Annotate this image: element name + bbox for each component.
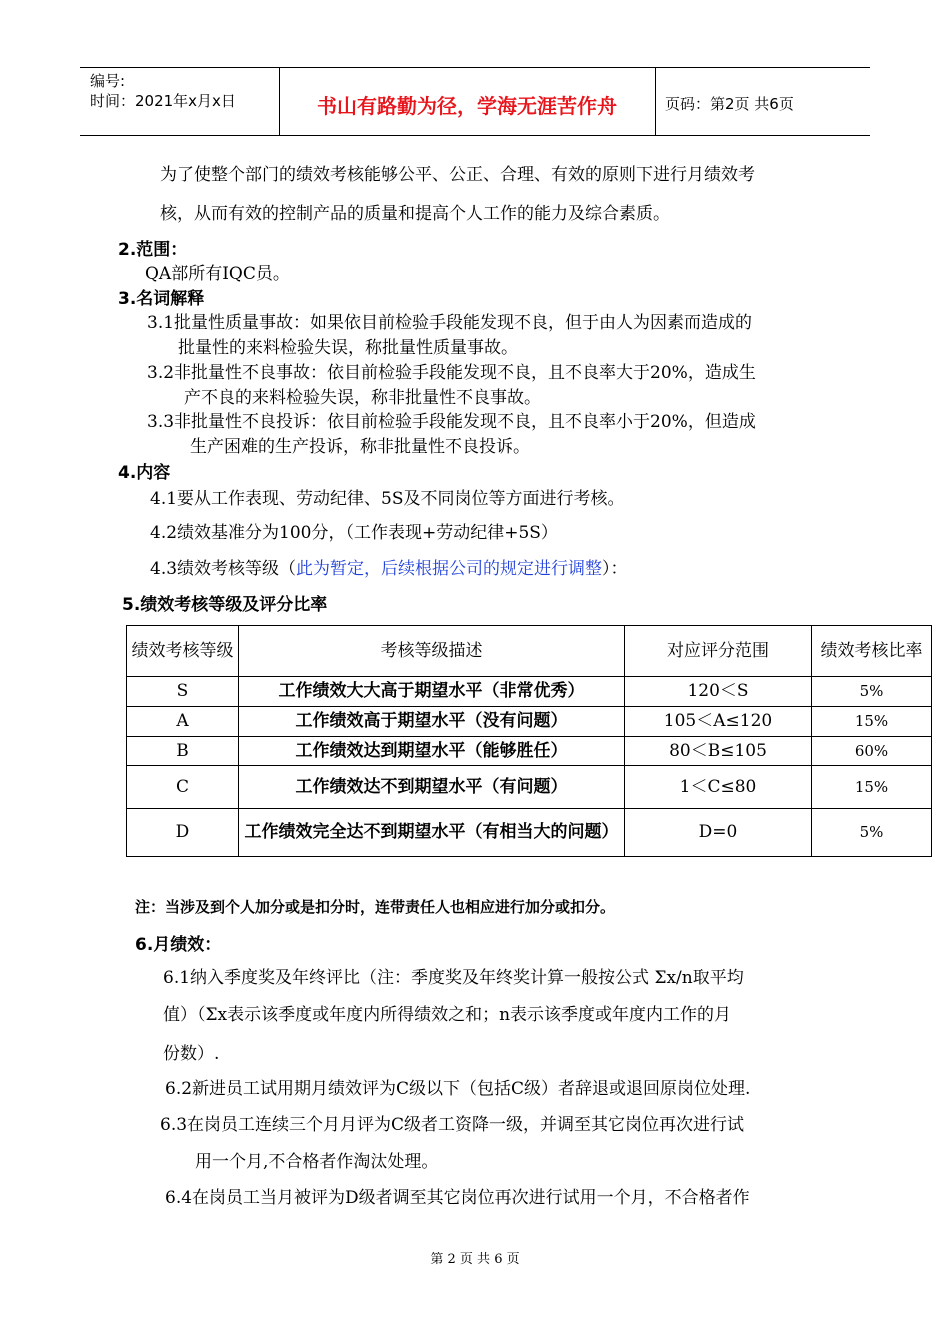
ratio-cell: 15% (812, 707, 932, 737)
header-page-number: 页码：第2页 共6页 (665, 95, 794, 113)
description-cell: 工作绩效大大高于期望水平（非常优秀） (239, 677, 625, 707)
ratio-cell: 5% (812, 809, 932, 857)
section-6-item-1-line-3: 份数）. (163, 1044, 220, 1064)
grade-cell: A (127, 707, 239, 737)
header-number: 编号: (90, 72, 126, 90)
grade-cell: C (127, 766, 239, 809)
header-time: 时间：2021年x月x日 (90, 92, 236, 110)
intro-line-1: 为了使整个部门的绩效考核能够公平、公正、合理、有效的原则下进行月绩效考 (160, 165, 755, 185)
section-3-item-1-line-1: 3.1批量性质量事故：如果依目前检验手段能发现不良，但于由人为因素而造成的 (147, 313, 753, 333)
header-top-rule (80, 67, 870, 68)
section-6-item-1-line-2: 值）（Σx表示该季度或年度内所得绩效之和；n表示该季度或年度内工作的月 (163, 1005, 732, 1025)
section-3-item-1-line-2: 批量性的来料检验失误，称批量性质量事故。 (178, 338, 518, 358)
description-cell: 工作绩效达不到期望水平（有问题） (239, 766, 625, 809)
section-3-heading: 3.名词解释 (118, 289, 205, 309)
ratio-cell: 60% (812, 737, 932, 766)
table-row (127, 809, 932, 857)
page-footer: 第 2 页 共 6 页 (430, 1252, 520, 1267)
table-header-row (127, 626, 932, 677)
section-6-item-3-line-2: 用一个月,不合格者作淘汰处理。 (195, 1152, 439, 1172)
table-header-cell: 对应评分范围 (625, 626, 812, 677)
section-4-item-2: 4.2绩效基准分为100分，（工作表现+劳动纪律+5S） (150, 523, 558, 543)
note-text: 注：当涉及到个人加分或是扣分时，连带责任人也相应进行加分或扣分。 (135, 898, 616, 916)
header-motto: 书山有路勤为径，学海无涯苦作舟 (317, 94, 617, 118)
section-6-item-2: 6.2新进员工试用期月绩效评为C级以下（包括C级）者辞退或退回原岗位处理. (165, 1079, 751, 1099)
section-6-heading: 6.月绩效： (135, 935, 222, 955)
section-4-item-3-prefix: 4.3绩效考核等级（ (150, 559, 297, 579)
table-header-cell: 考核等级描述 (239, 626, 625, 677)
range-cell: 120＜S (625, 677, 812, 707)
section-5-heading: 5.绩效考核等级及评分比率 (122, 595, 328, 615)
section-2-text: QA部所有IQC员。 (145, 264, 290, 284)
grade-table (126, 625, 932, 857)
header-divider-left (279, 67, 280, 135)
section-2-heading: 2.范围： (118, 240, 188, 260)
section-6-item-1-line-1: 6.1纳入季度奖及年终评比（注：季度奖及年终奖计算一般按公式 Σx/n取平均 (163, 968, 744, 988)
table-row (127, 766, 932, 809)
section-4-item-3-suffix: ）： (602, 559, 628, 579)
table-header-cell: 绩效考核比率 (812, 626, 932, 677)
section-4-item-3 (150, 554, 628, 579)
section-3-item-2-line-1: 3.2非批量性不良事故：依目前检验手段能发现不良，且不良率大于20%，造成生 (147, 363, 756, 383)
description-cell: 工作绩效完全达不到期望水平（有相当大的问题） (239, 809, 625, 857)
range-cell: 80＜B≤105 (625, 737, 812, 766)
range-cell: D=0 (625, 809, 812, 857)
header-bottom-rule (80, 135, 870, 136)
table-row (127, 707, 932, 737)
grade-cell: D (127, 809, 239, 857)
section-3-item-3-line-1: 3.3非批量性不良投诉：依目前检验手段能发现不良，且不良率小于20%，但造成 (147, 412, 756, 432)
ratio-cell: 15% (812, 766, 932, 809)
section-3-item-2-line-2: 产不良的来料检验失误，称非批量性不良事故。 (184, 388, 541, 408)
grade-cell: B (127, 737, 239, 766)
intro-line-2: 核，从而有效的控制产品的质量和提高个人工作的能力及综合素质。 (160, 204, 670, 224)
header-divider-right (655, 67, 656, 135)
section-4-heading: 4.内容 (118, 463, 171, 483)
section-4-item-1: 4.1要从工作表现、劳动纪律、5S及不同岗位等方面进行考核。 (150, 489, 625, 509)
range-cell: 105＜A≤120 (625, 707, 812, 737)
table-row (127, 677, 932, 707)
section-4-item-3-note: 此为暂定，后续根据公司的规定进行调整 (296, 559, 603, 579)
table-header-cell: 绩效考核等级 (127, 626, 239, 677)
section-3-item-3-line-2: 生产困难的生产投诉，称非批量性不良投诉。 (190, 437, 530, 457)
description-cell: 工作绩效达到期望水平（能够胜任） (239, 737, 625, 766)
ratio-cell: 5% (812, 677, 932, 707)
range-cell: 1＜C≤80 (625, 766, 812, 809)
grade-cell: S (127, 677, 239, 707)
section-6-item-4: 6.4在岗员工当月被评为D级者调至其它岗位再次进行试用一个月，不合格者作 (165, 1188, 750, 1208)
section-6-item-3-line-1: 6.3在岗员工连续三个月月评为C级者工资降一级，并调至其它岗位再次进行试 (160, 1115, 745, 1135)
description-cell: 工作绩效高于期望水平（没有问题） (239, 707, 625, 737)
table-row (127, 737, 932, 766)
